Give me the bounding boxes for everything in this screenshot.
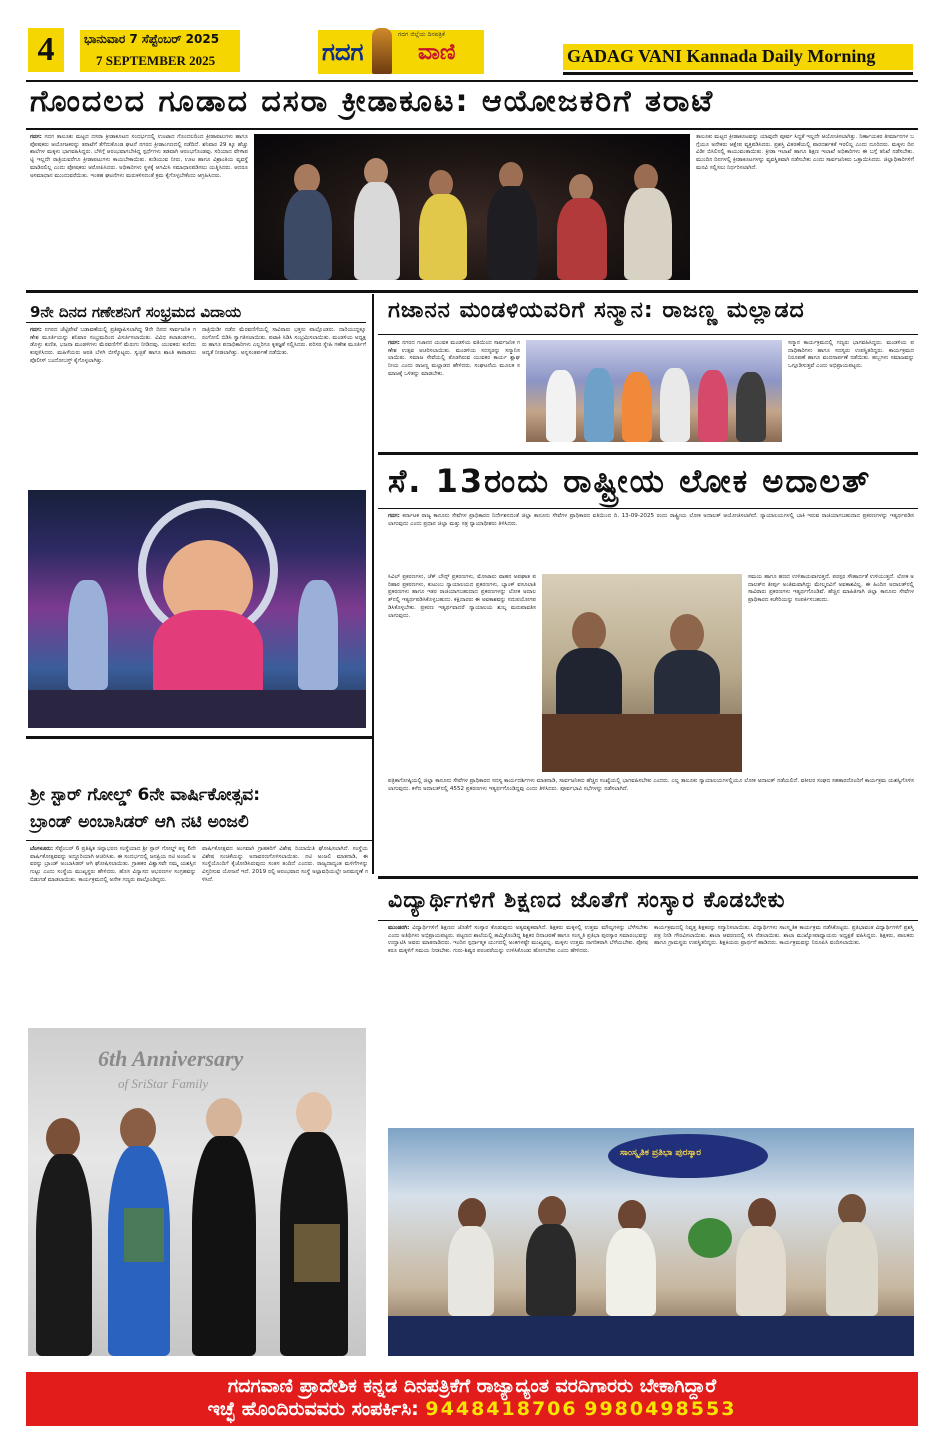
anniversary-banner-sub: of SriStar Family bbox=[118, 1076, 209, 1091]
article-body-dasara-right: ತಾಲೂಕು ಮಟ್ಟದ ಕ್ರೀಡಾಕೂಟವನ್ನು ಯಾವುದೇ ಪೂರ್ವ ಸಿದ್ಧತೆ ಇಲ್ಲದೇ ಆಯೋಜಿಸಲಾಗಿತ್ತು. ನಿರ್ಣಾಯಕರ ತೀರ್ಮಾನಗಳ ಬಗ್ಗೆಯೂ ಅನೇಕರು ಆಕ್ಷೇಪ ವ್ಯಕ್ತಪಡಿಸಿದರು. ಪ್ರಶಸ್ತಿ ವಿತರಣೆಯಲ್ಲಿ ಪಾರದರ್ಶಕತೆ ಇರಲಿಲ್ಲ ಎಂದು ದೂರಿದರು. ಮಕ್ಕಳು ದಿನವಿಡೀ ಬಿಸಿಲಿನಲ್ಲಿ ಕಾಯುವಂತಾಯಿತು. ಕ್ರೀಡಾ ಇಲಾಖೆ ಹಾಗೂ ಶಿಕ್ಷಣ ಇಲಾಖೆ ಅಧಿಕಾರಿಗಳು ಈ ಬಗ್ಗೆ ತನಿಖೆ ನಡೆಸಬೇಕು. ಮುಂದಿನ ದಿನಗಳಲ್ಲಿ ಕ್ರೀಡಾಕೂಟಗಳನ್ನು ವ್ಯವಸ್ಥಿತವಾಗಿ ನಡೆಸಬೇಕು ಎಂದು ಸಾರ್ವಜನಿಕರು ಒತ್ತಾಯಿಸಿದರು. ಜಿಲ್ಲಾಧಿಕಾರಿಗಳಿಗೆ ಮನವಿ ಸಲ್ಲಿಸಲು ನಿರ್ಧರಿಸಲಾಗಿದೆ. bbox=[696, 134, 914, 171]
divider bbox=[26, 128, 918, 130]
photo-ganesha-idol bbox=[28, 490, 366, 728]
date-kannada: ಭಾನುವಾರ 7 ಸೆಪ್ಟೆಂಬರ್ 2025 bbox=[84, 32, 220, 46]
headline-ganesha: 9ನೇ ದಿನದ ಗಣೇಶನಿಗೆ ಸಂಭ್ರಮದ ವಿದಾಯ bbox=[30, 303, 242, 321]
contact-line bbox=[26, 1398, 918, 1420]
date-english: 7 SEPTEMBER 2025 bbox=[96, 53, 216, 68]
divider bbox=[26, 322, 366, 323]
divider bbox=[378, 876, 918, 879]
dateline: ಗದಗ: bbox=[30, 134, 42, 140]
divider bbox=[26, 840, 372, 841]
divider bbox=[378, 334, 918, 335]
headline-adalat: ಸೆ. 13ರಂದು ರಾಷ್ಟ್ರೀಯ ಲೋಕ ಅದಾಲತ್ bbox=[388, 462, 872, 500]
divider bbox=[26, 736, 372, 739]
photo-adalat-press-meet bbox=[542, 574, 742, 772]
divider bbox=[26, 290, 918, 293]
recruitment-text: ಗದಗವಾಣಿ ಪ್ರಾದೇಶಿಕ ಕನ್ನಡ ದಿನಪತ್ರಿಕೆಗೆ ರಾಜ್ಯಾದ್ಯಂತ ವರದಿಗಾರರು ಬೇಕಾಗಿದ್ದಾರೆ bbox=[227, 1375, 717, 1397]
logo-statue-icon bbox=[372, 28, 392, 74]
article-body-adalat-right: ಸಮಯ ಹಾಗೂ ಹಣದ ಉಳಿತಾಯವಾಗುತ್ತದೆ. ಪರಸ್ಪರ ಸೌಹಾರ್ದತೆ ಉಳಿಯುತ್ತದೆ. ಲೋಕ ಅದಾಲತ್‌ನ ತೀರ್ಪು ಅಂತಿಮವಾಗಿದ್ದು ಮೇಲ್ಮನವಿಗೆ ಅವಕಾಶವಿಲ್ಲ. ಈ ಹಿಂದಿನ ಅದಾಲತ್‌ನಲ್ಲಿ ಸಾವಿರಾರು ಪ್ರಕರಣಗಳು ಇತ್ಯರ್ಥಗೊಂಡಿವೆ. ಹೆಚ್ಚಿನ ಮಾಹಿತಿಗಾಗಿ ಜಿಲ್ಲಾ ಕಾನೂನು ಸೇವೆಗಳ ಪ್ರಾಧಿಕಾರದ ಕಚೇರಿಯನ್ನು ಸಂಪರ್ಕಿಸಬಹುದು. bbox=[748, 574, 914, 604]
article-body-vidyarthi-left: ಮುಂಡರಗಿ: ವಿದ್ಯಾರ್ಥಿಗಳಿಗೆ ಶಿಕ್ಷಣದ ಜೊತೆಗೆ ಸಂಸ್ಕಾರ ಕೊಡುವುದು ಅತ್ಯವಶ್ಯಕವಾಗಿದೆ. ಶಿಕ್ಷಕರು ಮಕ್ಕಳಲ್ಲಿ ಉತ್ತಮ ಮೌಲ್ಯಗಳನ್ನು ಬೆಳೆಸಬೇಕು ಎಂದು ಅತಿಥಿಗಳು ಅಭಿಪ್ರಾಯಪಟ್ಟರು. ಪಟ್ಟಣದ ಶಾಲೆಯಲ್ಲಿ ಹಮ್ಮಿಕೊಂಡಿದ್ದ ಶಿಕ್ಷಕರ ದಿನಾಚರಣೆ ಹಾಗೂ ಸಂಸ್ಕೃತಿ ಪ್ರತಿಭಾ ಪುರಸ್ಕಾರ ಸಮಾರಂಭವನ್ನು ಉದ್ಘಾಟಿಸಿ ಅವರು ಮಾತನಾಡಿದರು. ಇಂದಿನ ಸ್ಪರ್ಧಾತ್ಮಕ ಯುಗದಲ್ಲಿ ಅಂಕಗಳಷ್ಟೇ ಮುಖ್ಯವಲ್ಲ. ಮಕ್ಕಳು ಉತ್ತಮ ನಾಗರಿಕರಾಗಿ ಬೆಳೆಯಬೇಕು. ಪೋಷಕರೂ ಮಕ್ಕಳಿಗೆ ಸಮಯ ನೀಡಬೇಕು. ಗುರು-ಶಿಷ್ಯರ ಪರಂಪರೆಯನ್ನು ಉಳಿಸಿಕೊಂಡು ಹೋಗಬೇಕು ಎಂದು ಹೇಳಿದರು. bbox=[388, 925, 648, 955]
article-body-adalat-left: ಸಿವಿಲ್ ಪ್ರಕರಣಗಳು, ಚೆಕ್ ಬೌನ್ಸ್ ಪ್ರಕರಣಗಳು, ಮೋಟಾರು ವಾಹನ ಅಪಘಾತ ಪರಿಹಾರ ಪ್ರಕರಣಗಳು, ಕುಟುಂಬ ನ್ಯಾಯಾಲಯದ ಪ್ರಕರಣಗಳು, ಬ್ಯಾಂಕ್ ವಸೂಲಾತಿ ಪ್ರಕರಣಗಳು ಹಾಗೂ ಇತರ ರಾಜಿಯಾಗಬಹುದಾದ ಪ್ರಕರಣಗಳನ್ನು ಲೋಕ ಅದಾಲತ್‌ನಲ್ಲಿ ಇತ್ಯರ್ಥಪಡಿಸಿಕೊಳ್ಳಬಹುದು. ಕಕ್ಷಿದಾರರು ಈ ಅವಕಾಶವನ್ನು ಸದುಪಯೋಗಪಡಿಸಿಕೊಳ್ಳಬೇಕು. ಪ್ರಕರಣ ಇತ್ಯರ್ಥವಾದರೆ ನ್ಯಾಯಾಲಯ ಶುಲ್ಕ ಮರುಪಾವತಿಸಲಾಗುವುದು. bbox=[388, 574, 536, 619]
phone-number-1: 9448418706 bbox=[425, 1398, 578, 1420]
article-body-vidyarthi-right: ಕಾರ್ಯಕ್ರಮದಲ್ಲಿ ನಿವೃತ್ತ ಶಿಕ್ಷಕರನ್ನು ಸನ್ಮಾನಿಸಲಾಯಿತು. ವಿದ್ಯಾರ್ಥಿಗಳು ಸಾಂಸ್ಕೃತಿಕ ಕಾರ್ಯಕ್ರಮ ನಡೆಸಿಕೊಟ್ಟರು. ಪ್ರತಿಭಾವಂತ ವಿದ್ಯಾರ್ಥಿಗಳಿಗೆ ಪ್ರಶಸ್ತಿ ಪತ್ರ ನೀಡಿ ಗೌರವಿಸಲಾಯಿತು. ಶಾಲಾ ಆವರಣದಲ್ಲಿ ಸಸಿ ನೆಡಲಾಯಿತು. ಶಾಲಾ ಮುಖ್ಯೋಪಾಧ್ಯಾಯರು ಅಧ್ಯಕ್ಷತೆ ವಹಿಸಿದ್ದರು. ಶಿಕ್ಷಕರು, ಪಾಲಕರು ಹಾಗೂ ಗ್ರಾಮಸ್ಥರು ಉಪಸ್ಥಿತರಿದ್ದರು. ಶಿಕ್ಷಕಿಯರು ಪ್ರಾರ್ಥನೆ ಹಾಡಿದರು. ಕಾರ್ಯಕ್ರಮವನ್ನು ನಿರೂಪಿಸಿ ವಂದಿಸಲಾಯಿತು. bbox=[654, 925, 914, 947]
anniversary-banner: 6th Anniversary bbox=[98, 1046, 244, 1071]
column-divider bbox=[372, 294, 374, 874]
article-body-star-gold-left: ಬೆಂಗಳೂರು: ಸೆಪ್ಟೆಂಬರ್ 6 ಪ್ರತಿಷ್ಠಿತ ಚಿನ್ನಾಭರಣ ಸಂಸ್ಥೆಯಾದ ಶ್ರೀ ಸ್ಟಾರ್ ಗೋಲ್ಡ್ ತನ್ನ 6ನೇ ವಾರ್ಷಿಕೋತ್ಸವವನ್ನು ಅದ್ದೂರಿಯಾಗಿ ಆಚರಿಸಿತು. ಈ ಸಂದರ್ಭದಲ್ಲಿ ಜನಪ್ರಿಯ ನಟಿ ಅಂಜಲಿ ಅವರನ್ನು ಬ್ರಾಂಡ್ ಅಂಬಾಸಿಡರ್ ಆಗಿ ಘೋಷಿಸಲಾಯಿತು. ಗ್ರಾಹಕರ ವಿಶ್ವಾಸವೇ ನಮ್ಮ ಯಶಸ್ಸಿನ ಗುಟ್ಟು ಎಂದು ಸಂಸ್ಥೆಯ ಮುಖ್ಯಸ್ಥರು ಹೇಳಿದರು. ಹೊಸ ವಿನ್ಯಾಸದ ಆಭರಣಗಳ ಸಂಗ್ರಹವನ್ನು ಬಿಡುಗಡೆ ಮಾಡಲಾಯಿತು. ಕಾರ್ಯಕ್ರಮದಲ್ಲಿ ಅನೇಕ ಗಣ್ಯರು ಪಾಲ್ಗೊಂಡಿದ್ದರು. bbox=[30, 846, 196, 883]
masthead-rule bbox=[563, 72, 913, 75]
article-body-adalat-top: ಗದಗ: ಕರ್ನಾಟಕ ರಾಜ್ಯ ಕಾನೂನು ಸೇವೆಗಳ ಪ್ರಾಧಿಕಾರದ ನಿರ್ದೇಶನದಂತೆ ಜಿಲ್ಲಾ ಕಾನೂನು ಸೇವೆಗಳ ಪ್ರಾಧಿಕಾರದ ವತಿಯಿಂದ ದಿ. 13-09-2025 ರಂದು ರಾಷ್ಟ್ರೀಯ ಲೋಕ ಅದಾಲತ್ ಆಯೋಜಿಸಲಾಗಿದೆ. ನ್ಯಾಯಾಲಯಗಳಲ್ಲಿ ಬಾಕಿ ಇರುವ ರಾಜಿಯಾಗಬಹುದಾದ ಪ್ರಕರಣಗಳನ್ನು ಇತ್ಯರ್ಥಪಡಿಸಲಾಗುವುದು ಎಂದು ಪ್ರಧಾನ ಜಿಲ್ಲಾ ಮತ್ತು ಸತ್ರ ನ್ಯಾಯಾಧೀಶರು ತಿಳಿಸಿದರು. bbox=[388, 513, 914, 527]
divider bbox=[26, 80, 918, 82]
article-body-star-gold-right: ವಾರ್ಷಿಕೋತ್ಸವದ ಅಂಗವಾಗಿ ಗ್ರಾಹಕರಿಗೆ ವಿಶೇಷ ರಿಯಾಯಿತಿ ಘೋಷಿಸಲಾಗಿದೆ. ಸಂಸ್ಥೆಯ ವಿಶೇಷ ಸಂಚಿಕೆಯನ್ನು ಅನಾವರಣಗೊಳಿಸಲಾಯಿತು. ನಟಿ ಅಂಜಲಿ ಮಾತನಾಡಿ, ಈ ಸಂಸ್ಥೆಯೊಂದಿಗೆ ಕೈಜೋಡಿಸಿರುವುದು ಸಂತಸ ತಂದಿದೆ ಎಂದರು. ರಾಜ್ಯದಾದ್ಯಂತ ಮಳಿಗೆಗಳನ್ನು ವಿಸ್ತರಿಸುವ ಯೋಜನೆ ಇದೆ. 2019 ರಲ್ಲಿ ಆರಂಭವಾದ ಸಂಸ್ಥೆ ಅಲ್ಪಾವಧಿಯಲ್ಲೇ ಜನಮನ್ನಣೆ ಗಳಿಸಿದೆ. bbox=[202, 846, 368, 883]
headline-star-gold-line1: ಶ್ರೀ ಸ್ಟಾರ್ ಗೋಲ್ಡ್ 6ನೇ ವಾರ್ಷಿಕೋತ್ಸವ: bbox=[30, 785, 261, 805]
magazine-cover bbox=[124, 1208, 164, 1262]
headline-gajanana: ಗಜಾನನ ಮಂಡಳಿಯವರಿಗೆ ಸನ್ಮಾನ: ರಾಜಣ್ಣ ಮಲ್ಲಾಡದ bbox=[388, 298, 805, 323]
article-body-gajanana-left: ಗದಗ: ನಗರದ ಗಜಾನನ ಯುವಕ ಮಂಡಳಿಯ ವತಿಯಿಂದ ಸಾರ್ವಜನಿಕ ಗಣೇಶ ಉತ್ಸವ ಆಚರಿಸಲಾಯಿತು. ಮಂಡಳಿಯ ಸದಸ್ಯರನ್ನು ಸನ್ಮಾನಿಸಲಾಯಿತು. ಸಮಾಜ ಸೇವೆಯಲ್ಲಿ ತೊಡಗಿರುವ ಯುವಕರ ಕಾರ್ಯ ಶ್ಲಾಘನೀಯ ಎಂದು ರಾಜಣ್ಣ ಮಲ್ಲಾಡದ ಹೇಳಿದರು. ಸಂಘಟನೆಯ ಮೂಲಕ ಸಮಾಜಕ್ಕೆ ಒಳಿತನ್ನು ಮಾಡಬೇಕು. bbox=[388, 340, 520, 377]
article-body-gajanana-right: ಸನ್ಮಾನ ಕಾರ್ಯಕ್ರಮದಲ್ಲಿ ಗಣ್ಯರು ಭಾಗವಹಿಸಿದ್ದರು. ಮಂಡಳಿಯ ಪದಾಧಿಕಾರಿಗಳು ಹಾಗೂ ಸದಸ್ಯರು ಉಪಸ್ಥಿತರಿದ್ದರು. ಕಾರ್ಯಕ್ರಮದ ನಿರೂಪಣೆ ಹಾಗೂ ವಂದನಾರ್ಪಣೆ ನಡೆಯಿತು. ಹಬ್ಬಗಳು ಸಮಾಜವನ್ನು ಒಗ್ಗೂಡಿಸುತ್ತವೆ ಎಂದು ಅಭಿಪ್ರಾಯಪಟ್ಟರು. bbox=[788, 340, 914, 370]
page-number: 4 bbox=[28, 28, 64, 72]
divider bbox=[378, 452, 918, 455]
photo-dasara-crowd bbox=[254, 134, 690, 280]
article-body-dasara-left: ಗದಗ: ಗದಗ ತಾಲೂಕು ಮಟ್ಟದ ದಸರಾ ಕ್ರೀಡಾಕೂಟದ ಸಂದರ್ಭದಲ್ಲಿ ಉಂಟಾದ ಗೊಂದಲದಿಂದ ಕ್ರೀಡಾಪಟುಗಳು ಹಾಗೂ ಪೋಷಕರು ಆಯೋಜಕರನ್ನು ತರಾಟೆಗೆ ತೆಗೆದುಕೊಂಡ ಘಟನೆ ನಗರದ ಕ್ರೀಡಾಂಗಣದಲ್ಲಿ ನಡೆದಿದೆ. ಶನಿವಾರ 29 ಕ್ಕೂ ಹೆಚ್ಚು ಶಾಲೆಗಳ ಮಕ್ಕಳು ಭಾಗವಹಿಸಿದ್ದರು. ಬೆಳಿಗ್ಗೆ ಆರಂಭವಾಗಬೇಕಿದ್ದ ಸ್ಪರ್ಧೆಗಳು ತಡವಾಗಿ ಆರಂಭಗೊಂಡವು. ಸರಿಯಾದ ವೇಳಾಪಟ್ಟಿ ಇಲ್ಲದೇ ರಾತ್ರಿಯವರೆಗೂ ಕ್ರೀಡಾಪಟುಗಳು ಕಾಯಬೇಕಾಯಿತು. ಕುಡಿಯುವ ನೀರು, ಊಟ ಹಾಗೂ ವಿಶ್ರಾಂತಿಯ ವ್ಯವಸ್ಥೆ ಮಾಡಿರಲಿಲ್ಲ ಎಂದು ಪೋಷಕರು ಆರೋಪಿಸಿದರು. ಅಧಿಕಾರಿಗಳು ಸ್ಥಳಕ್ಕೆ ಆಗಮಿಸಿ ಸಮಾಧಾನಪಡಿಸಲು ಯತ್ನಿಸಿದರು. ಆದರೂ ಅಸಮಾಧಾನ ಮುಂದುವರೆಯಿತು. ಇಂತಹ ಘಟನೆಗಳು ಮರುಕಳಿಸದಂತೆ ಕ್ರಮ ಕೈಗೊಳ್ಳಬೇಕೆಂದು ಆಗ್ರಹಿಸಿದರು. bbox=[30, 134, 248, 179]
logo-text-left: ಗದಗ bbox=[322, 38, 364, 66]
article-body-adalat-bottom: ಪತ್ರಿಕಾಗೋಷ್ಠಿಯಲ್ಲಿ ಜಿಲ್ಲಾ ಕಾನೂನು ಸೇವೆಗಳ ಪ್ರಾಧಿಕಾರದ ಸದಸ್ಯ ಕಾರ್ಯದರ್ಶಿಗಳು ಮಾತನಾಡಿ, ಸಾರ್ವಜನಿಕರು ಹೆಚ್ಚಿನ ಸಂಖ್ಯೆಯಲ್ಲಿ ಭಾಗವಹಿಸಬೇಕು ಎಂದರು. ಎಲ್ಲ ತಾಲೂಕು ನ್ಯಾಯಾಲಯಗಳಲ್ಲಿಯೂ ಲೋಕ ಅದಾಲತ್ ನಡೆಯಲಿದೆ. ವಕೀಲರ ಸಂಘದ ಸಹಕಾರದೊಂದಿಗೆ ಕಾರ್ಯಕ್ರಮ ಯಶಸ್ವಿಗೊಳಿಸಲಾಗುವುದು. ಕಳೆದ ಅದಾಲತ್‌ನಲ್ಲಿ 4552 ಪ್ರಕರಣಗಳು ಇತ್ಯರ್ಥಗೊಂಡಿದ್ದವು ಎಂದು ತಿಳಿಸಿದರು. ಪೂರ್ವಭಾವಿ ಸಭೆಗಳನ್ನು ನಡೆಸಲಾಗಿದೆ. bbox=[388, 778, 914, 792]
photo-gajanana-felicitation bbox=[526, 340, 782, 442]
contact-label: ಇಚ್ಛೆ ಹೊಂದಿರುವವರು ಸಂಪರ್ಕಿಸಿ: bbox=[207, 1398, 419, 1420]
photo-school-event bbox=[388, 1128, 914, 1356]
paper-name: GADAG VANI Kannada Daily Morning bbox=[567, 46, 876, 66]
logo-tagline: ಗದಗ ಜಿಲ್ಲೆಯ ದಿನಪತ್ರಿಕೆ bbox=[398, 31, 445, 38]
divider bbox=[378, 508, 918, 509]
photo-star-gold-launch bbox=[28, 1028, 366, 1356]
divider bbox=[378, 920, 918, 921]
headline-dasara: ಗೊಂದಲದ ಗೂಡಾದ ದಸರಾ ಕ್ರೀಡಾಕೂಟ: ಆಯೋಜಕರಿಗೆ ತರಾಟೆ bbox=[30, 84, 715, 119]
logo-text-right: ವಾಣಿ bbox=[418, 40, 456, 65]
school-banner: ಸಾಂಸ್ಕೃತಿಕ ಪ್ರತಿಭಾ ಪುರಸ್ಕಾರ bbox=[620, 1148, 702, 1158]
phone-number-2: 9980498553 bbox=[584, 1398, 737, 1420]
headline-vidyarthi: ವಿದ್ಯಾರ್ಥಿಗಳಿಗೆ ಶಿಕ್ಷಣದ ಜೊತೆಗೆ ಸಂಸ್ಕಾರ ಕೊಡಬೇಕು bbox=[388, 888, 786, 913]
headline-star-gold-line2: ಬ್ರಾಂಡ್ ಅಂಬಾಸಿಡರ್ ಆಗಿ ನಟಿ ಅಂಜಲಿ bbox=[30, 812, 249, 832]
magazine-cover bbox=[294, 1224, 340, 1282]
article-body-ganesha-left: ಗದಗ: ನಗರದ ಜೆಟ್ಟಿಪೇಟೆ ಬಡಾವಣೆಯಲ್ಲಿ ಪ್ರತಿಷ್ಠಾಪಿಸಲಾಗಿದ್ದ 9ನೇ ದಿನದ ಸಾರ್ವಜನಿಕ ಗಣೇಶ ಮೂರ್ತಿಯನ್ನು ಶನಿವಾರ ಸಂಭ್ರಮದಿಂದ ವಿಸರ್ಜಿಸಲಾಯಿತು. ವಿವಿಧ ಕಲಾತಂಡಗಳು, ಡೊಳ್ಳು ಕುಣಿತ, ಭಜನಾ ಮಂಡಳಿಗಳು ಮೆರವಣಿಗೆಗೆ ಮೆರುಗು ನೀಡಿದವು. ಯುವಕರು ಕುಣಿದು ಕುಪ್ಪಳಿಸಿದರು. ಮಹಿಳೆಯರು ಆರತಿ ಬೆಳಗಿ ಬೀಳ್ಕೊಟ್ಟರು. ಸ್ವಚ್ಛತೆ ಹಾಗೂ ಶಾಂತಿ ಕಾಪಾಡಲು ಪೊಲೀಸ್ ಬಂದೋಬಸ್ತ್ ಕೈಗೊಳ್ಳಲಾಗಿತ್ತು. bbox=[30, 327, 196, 364]
article-body-ganesha-right: ರಾತ್ರಿಯಿಡೀ ನಡೆದ ಮೆರವಣಿಗೆಯಲ್ಲಿ ಸಾವಿರಾರು ಭಕ್ತರು ಪಾಲ್ಗೊಂಡರು. ದಾರಿಯುದ್ದಕ್ಕೂ ರಂಗೋಲಿ ಬಿಡಿಸಿ ಸ್ವಾಗತಿಸಲಾಯಿತು. ಪಟಾಕಿ ಸಿಡಿಸಿ ಸಂಭ್ರಮಿಸಲಾಯಿತು. ಮಂಡಳಿಯ ಅಧ್ಯಕ್ಷರು ಹಾಗೂ ಪದಾಧಿಕಾರಿಗಳು ಎಲ್ಲರಿಗೂ ಕೃತಜ್ಞತೆ ಸಲ್ಲಿಸಿದರು. ಪರಿಸರ ಸ್ನೇಹಿ ಗಣೇಶ ಮೂರ್ತಿಗೆ ಆದ್ಯತೆ ನೀಡಲಾಗಿತ್ತು. ಅನ್ನಸಂತರ್ಪಣೆ ನಡೆಯಿತು. bbox=[202, 327, 366, 357]
